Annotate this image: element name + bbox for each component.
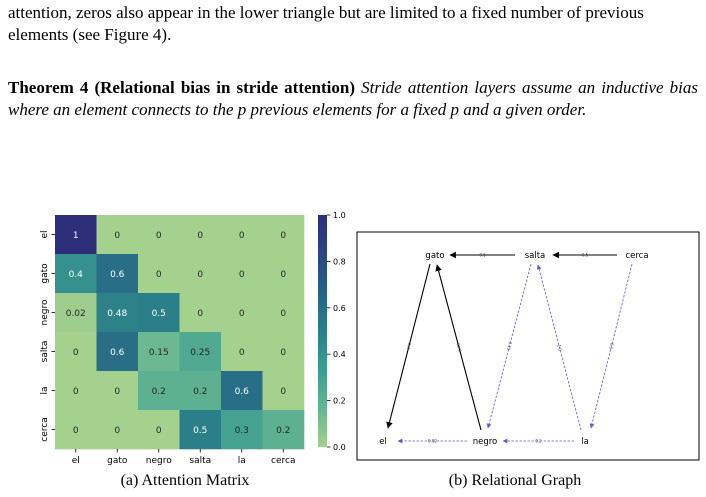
- heatmap-cell-label: 0.4: [68, 270, 83, 280]
- heatmap-cell-label: 0: [72, 387, 79, 397]
- graph-node-salta: salta: [524, 251, 546, 261]
- graph-node-gato: gato: [425, 251, 445, 261]
- y-tick-label: negro: [40, 299, 50, 326]
- heatmap-cell-label: 1: [72, 231, 79, 241]
- graph-node-el: el: [379, 437, 387, 447]
- heatmap-cell-label: 0.2: [276, 426, 291, 436]
- heatmap-cell-label: 0.2: [151, 387, 166, 397]
- colorbar-tick-label: 0.0: [333, 443, 346, 452]
- x-tick-label: cerca: [271, 456, 296, 466]
- heatmap-cell-label: 0.6: [110, 348, 125, 358]
- x-tick-label: gato: [107, 456, 128, 466]
- attention-matrix-heatmap: [0, 205, 360, 470]
- y-tick-label: salta: [40, 340, 50, 363]
- heatmap-cell-label: 0: [238, 231, 245, 241]
- graph-edge-label: 0.3: [608, 342, 615, 350]
- heatmap-cell-label: 0: [114, 387, 121, 397]
- heatmap-cell-label: 0: [155, 231, 162, 241]
- intro-paragraph: attention, zeros also appear in the lower triangle but are limited to a fixed number of previous elements (see Figure 4).: [8, 3, 644, 44]
- colorbar: [318, 215, 327, 447]
- graph-node-cerca: cerca: [625, 251, 649, 261]
- graph-edge-label: 0.15: [505, 341, 514, 351]
- heatmap-cell-label: 0: [280, 348, 287, 358]
- x-tick-label: la: [237, 456, 246, 466]
- x-tick-label: negro: [145, 456, 172, 466]
- heatmap-cell-label: 0.15: [148, 348, 169, 358]
- graph-edge-label: 0.02: [428, 438, 437, 444]
- colorbar-tick-label: 0.8: [333, 257, 346, 267]
- theorem-paragraph: [8, 77, 698, 121]
- heatmap-cell-label: 0: [238, 309, 245, 319]
- heatmap-cell-label: 0: [114, 426, 121, 436]
- caption-relational-graph: (b) Relational Graph: [448, 472, 582, 489]
- heatmap-cell-label: 0.02: [65, 309, 86, 319]
- theorem-heading: Theorem 4 (Relational bias in stride attention): [8, 78, 355, 97]
- heatmap-cell-label: 0: [280, 231, 287, 241]
- heatmap-cell-label: 0.2: [193, 387, 208, 397]
- heatmap-cell-label: 0: [238, 348, 245, 358]
- graph-edge-label: 0.2: [535, 438, 542, 444]
- heatmap-cell-label: 0.5: [151, 309, 166, 319]
- heatmap-cell-label: 0: [280, 270, 287, 280]
- heatmap-cell-label: 0: [72, 348, 79, 358]
- colorbar-tick-label: 0.4: [333, 350, 346, 360]
- x-tick-label: salta: [189, 456, 212, 466]
- colorbar-tick-label: 0.6: [333, 303, 346, 313]
- graph-edge-label: 0.2: [556, 343, 563, 352]
- heatmap-cell-label: 0.48: [107, 309, 128, 319]
- heatmap-cell-label: 0: [114, 231, 121, 241]
- y-tick-label: el: [40, 230, 50, 239]
- heatmap-cell-label: 0: [280, 309, 287, 319]
- caption-attention-matrix: (a) Attention Matrix: [120, 472, 250, 489]
- heatmap-cell-label: 0: [280, 387, 287, 397]
- heatmap-cell-label: 0: [197, 309, 204, 319]
- y-tick-label: cerca: [40, 417, 50, 442]
- heatmap-cell-label: 0: [197, 270, 204, 280]
- heatmap-cell-label: 0.3: [234, 426, 249, 436]
- heatmap-cell-label: 0.6: [234, 387, 249, 397]
- heatmap-cell-label: 0.6: [110, 270, 125, 280]
- colorbar-tick-label: 0.2: [333, 396, 346, 406]
- heatmap-cell-label: 0: [155, 426, 162, 436]
- heatmap-cell-label: 0: [155, 270, 162, 280]
- graph-node-negro: negro: [472, 437, 498, 447]
- graph-edge-label: 0.48: [455, 342, 463, 353]
- y-tick-label: gato: [40, 263, 50, 284]
- colorbar-tick-label: 1.0: [333, 211, 346, 220]
- heatmap-cell-label: 0: [72, 426, 79, 436]
- relational-graph: [355, 230, 706, 465]
- heatmap-cell-label: 0.5: [193, 426, 208, 436]
- heatmap-cell-label: 0.25: [190, 348, 211, 358]
- x-tick-label: el: [71, 456, 80, 466]
- graph-node-la: la: [581, 437, 589, 447]
- heatmap-cell-label: 0: [197, 231, 204, 241]
- graph-edge-label: 0.6: [479, 252, 486, 258]
- y-tick-label: la: [40, 386, 50, 395]
- graph-edge-label: 0.4: [405, 342, 413, 350]
- theorem-body: Stride attention layers assume an inductive bias where an element connects to the p previous elements for a fixed p and a given order.: [8, 78, 698, 119]
- heatmap-cell-label: 0: [238, 270, 245, 280]
- graph-edge-label: 0.5: [581, 252, 589, 258]
